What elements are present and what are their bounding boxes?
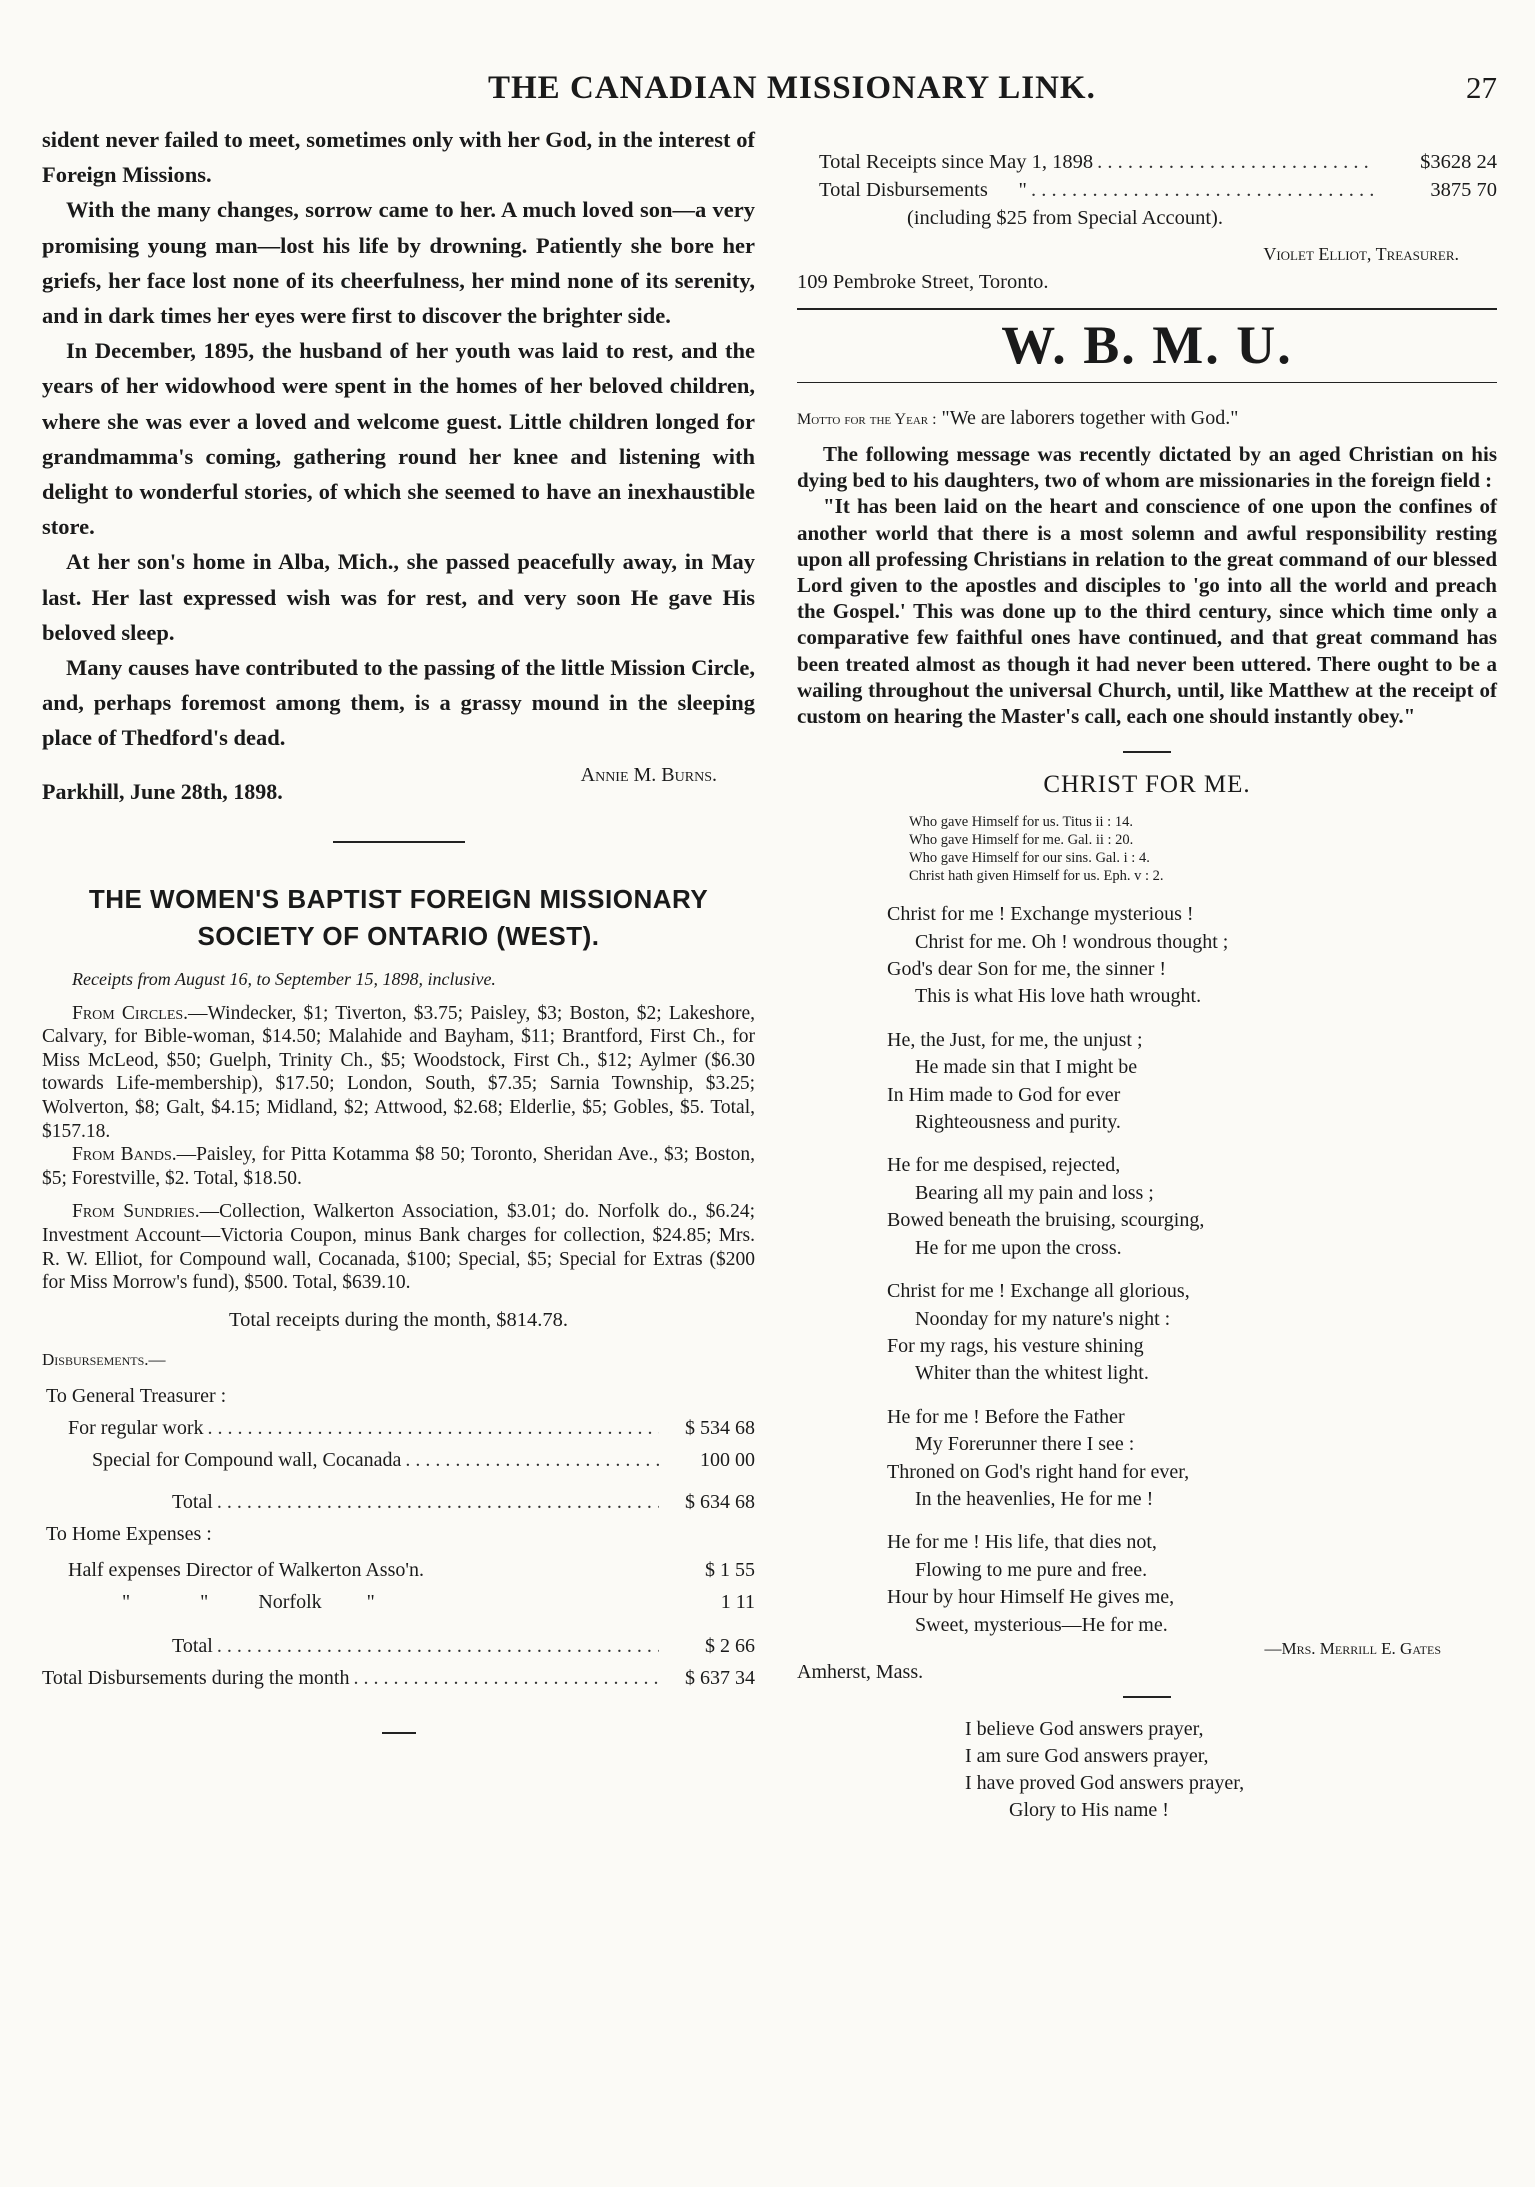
from-sundries-label: From Sundries. xyxy=(72,1201,200,1223)
reference-line: Who gave Himself for us. Titus ii : 14. xyxy=(909,814,1133,831)
poem-line: In the heavenlies, He for me ! xyxy=(915,1487,1154,1510)
obituary-text xyxy=(42,122,755,756)
reference-line: Who gave Himself for me. Gal. ii : 20. xyxy=(909,832,1134,849)
poem-line: He for me despised, rejected, xyxy=(887,1154,1121,1177)
quatrain-divider xyxy=(1123,1696,1171,1698)
reference-line: Christ hath given Himself for us. Eph. v : 2. xyxy=(909,868,1164,885)
poem-line: Righteousness and purity. xyxy=(915,1111,1121,1134)
leader-dots xyxy=(217,1486,659,1518)
motto-label: Motto for the Year : xyxy=(797,411,937,428)
poem-line: He for me ! His life, that dies not, xyxy=(887,1531,1157,1554)
obituary-paragraph: Many causes have contributed to the passing of the little Mission Circle, and, perhaps foremost among them, is a grassy mound in the sleeping place of Thedford's dead. xyxy=(42,655,755,751)
from-sundries-text: —Collection, Walkerton Association, $3.01; do. Norfolk do., $6.24; Investment Account—Victoria Coupon, minus Bank charges for collection, $24.85; Mrs. R. W. Elliot, for Compound wall, Cocanada, $100; Special, $5; Special for Extras ($200 for Miss Morrow's fund), $500. Total, $639.10. xyxy=(42,1201,755,1294)
treasurer-address: 109 Pembroke Street, Toronto. xyxy=(797,271,1049,293)
ledger-row xyxy=(42,1412,755,1444)
journal-title: THE CANADIAN MISSIONARY LINK. xyxy=(488,70,1096,106)
scripture-references xyxy=(909,813,1497,885)
poem-divider xyxy=(1123,751,1171,753)
left-column xyxy=(42,122,755,1734)
ledger-row xyxy=(42,1554,755,1586)
poem-stanza xyxy=(887,1278,1497,1388)
from-bands-label: From Bands. xyxy=(72,1144,177,1166)
ledger-label: Total Disbursements " xyxy=(819,179,1027,201)
wbmu-top-rule xyxy=(797,308,1497,310)
leader-dots xyxy=(353,1662,659,1694)
poem-line: Christ for me ! Exchange mysterious ! xyxy=(887,903,1194,926)
ledger-total-row xyxy=(42,1630,755,1662)
disbursements-ledger xyxy=(42,1380,755,1694)
poem-stanza xyxy=(887,1027,1497,1137)
ledger-label: Special for Compound wall, Cocanada xyxy=(92,1448,402,1471)
obituary-paragraph: At her son's home in Alba, Mich., she passed peacefully away, in May last. Her last expressed wish was for rest, and very soon He gave His beloved sleep. xyxy=(42,549,755,645)
poem-line: In Him made to God for ever xyxy=(887,1083,1121,1106)
poem-line: Flowing to me pure and free. xyxy=(915,1558,1148,1581)
end-divider xyxy=(382,1732,416,1734)
to-general-treasurer: To General Treasurer : xyxy=(46,1384,227,1407)
from-bands xyxy=(42,1143,755,1190)
ledger-amount: $ 1 55 xyxy=(705,1558,755,1581)
poem-line: Noonday for my nature's night : xyxy=(915,1307,1171,1330)
ledger-label: Total Disbursements during the month xyxy=(42,1666,350,1689)
treasurer-signature: Violet Elliot, Treasurer. xyxy=(1263,244,1459,264)
from-circles xyxy=(42,1002,755,1144)
poem-stanza xyxy=(887,901,1497,1011)
ledger-amount: $ 2 66 xyxy=(705,1634,755,1657)
message-paragraph: "It has been laid on the heart and conscience of one upon the confines of another world that there is a most solemn and awful responsibility resting upon all professing Christians in relation to the great command of our blessed Lord given to the apostles and disciples to 'go into all the world and preach the Gospel.' This was done up to the third century, since which time only a comparative few faithful ones have continued, and that great command has been treated almost as though it had never been uttered. There ought to be a wailing throughout the universal Church, until, like Matthew at the receipt of custom on hearing the Master's call, each one should instantly obey." xyxy=(797,494,1497,729)
motto-text: "We are laborers together with God." xyxy=(941,407,1239,429)
poem-line: My Forerunner there I see : xyxy=(915,1433,1135,1456)
page-header xyxy=(0,70,1535,114)
ledger-row xyxy=(797,148,1497,176)
poem-line: He for me ! Before the Father xyxy=(887,1405,1125,1428)
ledger-label: Total xyxy=(172,1634,213,1657)
poem-line: Hour by hour Himself He gives me, xyxy=(887,1586,1175,1609)
ledger-label: Half expenses Director of Walkerton Asso'n. xyxy=(68,1558,424,1581)
obituary-paragraph: With the many changes, sorrow came to her. A much loved son—a very promising young man—lost his life by drowning. Patiently she bore her griefs, her face lost none of its cheerfulness, her mind none of its serenity, and in dark times her eyes were first to discover the brighter side. xyxy=(42,197,755,329)
reference-line: Who gave Himself for our sins. Gal. i : 4. xyxy=(909,850,1150,867)
poem-body xyxy=(887,901,1497,1639)
section-divider xyxy=(333,841,465,843)
from-circles-label: From Circles. xyxy=(72,1002,189,1024)
to-home-expenses: To Home Expenses : xyxy=(46,1522,212,1545)
ledger-label: Total xyxy=(172,1490,213,1513)
poem-line: Christ for me. Oh ! wondrous thought ; xyxy=(915,930,1229,953)
annual-summary xyxy=(797,148,1497,232)
poem-line: Bearing all my pain and loss ; xyxy=(915,1181,1154,1204)
obituary-signature: Annie M. Burns. xyxy=(580,763,717,786)
ledger-label: Total Receipts since May 1, 1898 xyxy=(819,151,1094,173)
quatrain-line: I am sure God answers prayer, xyxy=(965,1744,1209,1767)
ledger-amount: $ 634 68 xyxy=(685,1490,755,1513)
poem-line: Sweet, mysterious—He for me. xyxy=(915,1613,1168,1636)
leader-dots xyxy=(208,1412,659,1444)
page-number: 27 xyxy=(1466,70,1497,105)
wbmu-heading: W. B. M. U. xyxy=(1001,314,1293,375)
dying-message xyxy=(797,441,1497,729)
from-bands-text: —Paisley, for Pitta Kotamma $8 50; Toronto, Sheridan Ave., $3; Boston, $5; Forestville, $2. Total, $18.50. xyxy=(42,1144,756,1189)
ledger-label: " " Norfolk " xyxy=(122,1590,375,1613)
poem-line: For my rags, his vesture shining xyxy=(887,1334,1144,1357)
poem-line: He, the Just, for me, the unjust ; xyxy=(887,1028,1143,1051)
poem-author: —Mrs. Merrill E. Gates xyxy=(1264,1638,1441,1658)
ledger-amount: 3875 70 xyxy=(1430,179,1497,201)
receipts-subtitle: Receipts from August 16, to September 15, 1898, inclusive. xyxy=(72,968,496,989)
poem-stanza xyxy=(887,1152,1497,1262)
from-circles-text: —Windecker, $1; Tiverton, $3.75; Paisley, $3; Boston, $2; Lakeshore, Calvary, for Bible-woman, $14.50; Malahide and Bayham, $11; Brantford, First Ch., for Miss McLeod, $50; Guelph, Trinity Ch., $5; Woodstock, First Ch., $12; Aylmer ($6.30 towards Life-membership), $17.50; London, South, $7.35; Sarnia Township, $3.25; Wolverton, $8; Galt, $4.15; Midland, $2; Attwood, $2.68; Elderlie, $5; Gobles, $5. Total, $157.18. xyxy=(42,1002,755,1142)
poem-stanza xyxy=(887,1529,1497,1639)
quatrain-line: I believe God answers prayer, xyxy=(965,1717,1204,1740)
ledger-label: For regular work xyxy=(68,1416,204,1439)
right-column xyxy=(797,148,1497,1824)
ledger-amount: 100 00 xyxy=(700,1448,755,1471)
obituary-paragraph: In December, 1895, the husband of her youth was laid to rest, and the years of her widowhood were spent in the homes of her beloved children, where she was ever a loved and welcome guest. Little children longed for grandmamma's coming, gathering round her knee and listening with delight to wonderful stories, of which she seemed to have an inexhaustible store. xyxy=(42,338,755,540)
quatrain-line: Glory to His name ! xyxy=(1009,1798,1169,1821)
ledger-amount: $ 534 68 xyxy=(685,1416,755,1439)
message-paragraph: The following message was recently dictated by an aged Christian on his dying bed to his daughters, two of whom are missionaries in the foreign field : xyxy=(797,442,1497,493)
receipts-list xyxy=(42,1002,755,1295)
leader-dots xyxy=(1031,176,1373,204)
obituary-place-date: Parkhill, June 28th, 1898. xyxy=(42,778,283,804)
poem-line: Christ for me ! Exchange all glorious, xyxy=(887,1280,1190,1303)
poem-line: This is what His love hath wrought. xyxy=(915,985,1202,1008)
ledger-grand-total-row xyxy=(42,1662,755,1694)
obituary-paragraph: sident never failed to meet, sometimes only with her God, in the interest of Foreign Missions. xyxy=(42,127,755,188)
special-account-note: (including $25 from Special Account). xyxy=(907,207,1223,229)
poem-title: CHRIST FOR ME. xyxy=(1043,771,1251,799)
ledger-amount: 1 11 xyxy=(720,1590,755,1613)
leader-dots xyxy=(1097,148,1373,176)
ledger-row xyxy=(797,176,1497,204)
ledger-amount: $ 637 34 xyxy=(685,1666,755,1689)
total-receipts-month: Total receipts during the month, $814.78. xyxy=(228,1308,569,1331)
leader-dots xyxy=(217,1630,659,1662)
wbmu-bottom-rule xyxy=(797,382,1497,384)
society-title-line-1: THE WOMEN'S BAPTIST FOREIGN MISSIONARY xyxy=(88,883,709,914)
ledger-total-row xyxy=(42,1486,755,1518)
ledger-row xyxy=(42,1586,755,1618)
disbursements-heading: Disbursements.— xyxy=(42,1349,166,1369)
motto xyxy=(797,405,1497,433)
from-sundries xyxy=(42,1200,755,1294)
prayer-quatrain xyxy=(965,1716,1497,1824)
poem-stanza xyxy=(887,1404,1497,1514)
ledger-row xyxy=(42,1444,755,1476)
leader-dots xyxy=(405,1444,659,1476)
poem-line: God's dear Son for me, the sinner ! xyxy=(887,958,1167,981)
ledger-amount: $3628 24 xyxy=(1420,151,1497,173)
poem-line: He for me upon the cross. xyxy=(915,1236,1122,1259)
poem-line: Whiter than the whitest light. xyxy=(915,1362,1149,1385)
poem-line: He made sin that I might be xyxy=(915,1056,1138,1079)
poem-place: Amherst, Mass. xyxy=(797,1660,924,1683)
poem-line: Throned on God's right hand for ever, xyxy=(887,1460,1190,1483)
society-title-line-2: SOCIETY OF ONTARIO (WEST). xyxy=(197,920,600,951)
quatrain-line: I have proved God answers prayer, xyxy=(965,1771,1245,1794)
poem-line: Bowed beneath the bruising, scourging, xyxy=(887,1209,1205,1232)
